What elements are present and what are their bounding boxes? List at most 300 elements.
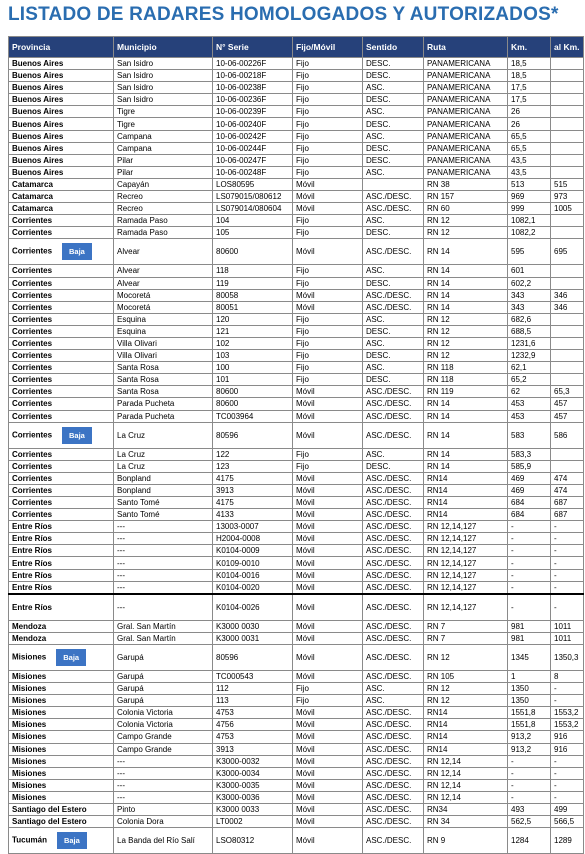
- cell-municipio: Campo Grande: [114, 743, 213, 755]
- cell-al-km: -: [551, 545, 584, 557]
- table-row: [9, 632, 584, 644]
- cell-serie: 80596: [213, 644, 293, 670]
- cell-fijo-movil: Móvil: [293, 203, 363, 215]
- provincia-name: Misiones: [12, 792, 47, 802]
- table-row: [9, 301, 584, 313]
- table-row: [9, 154, 584, 166]
- provincia-name: Misiones: [12, 756, 47, 766]
- cell-sentido: ASC./DESC.: [363, 569, 424, 581]
- cell-serie: 113: [213, 695, 293, 707]
- cell-fijo-movil: Fijo: [293, 325, 363, 337]
- cell-sentido: ASC./DESC.: [363, 719, 424, 731]
- cell-sentido: ASC./DESC.: [363, 509, 424, 521]
- cell-provincia: [9, 779, 114, 791]
- cell-ruta: PANAMERICANA: [424, 166, 508, 178]
- cell-km: 62,1: [508, 362, 551, 374]
- cell-al-km: [551, 166, 584, 178]
- cell-al-km: 973: [551, 191, 584, 203]
- cell-serie: 10-06-00236F: [213, 94, 293, 106]
- cell-km: 26: [508, 118, 551, 130]
- cell-provincia: [9, 632, 114, 644]
- cell-municipio: Bonpland: [114, 472, 213, 484]
- cell-serie: TC000543: [213, 670, 293, 682]
- cell-al-km: [551, 106, 584, 118]
- cell-sentido: ASC./DESC.: [363, 533, 424, 545]
- cell-ruta: RN 14: [424, 410, 508, 422]
- cell-serie: 121: [213, 325, 293, 337]
- cell-sentido: DESC.: [363, 70, 424, 82]
- cell-sentido: ASC.: [363, 695, 424, 707]
- provincia-name: Tucumán: [12, 835, 47, 845]
- cell-fijo-movil: Móvil: [293, 289, 363, 301]
- cell-al-km: -: [551, 581, 584, 594]
- cell-provincia: [9, 828, 114, 854]
- cell-fijo-movil: Fijo: [293, 362, 363, 374]
- cell-al-km: [551, 94, 584, 106]
- provincia-name: Entre Ríos: [12, 570, 53, 580]
- radar-table: [8, 36, 584, 854]
- cell-ruta: RN14: [424, 719, 508, 731]
- baja-badge: Baja: [56, 649, 86, 666]
- cell-municipio: Esquina: [114, 325, 213, 337]
- provincia-name: Corrientes: [12, 461, 53, 471]
- cell-ruta: RN 14: [424, 460, 508, 472]
- cell-km: 43,5: [508, 154, 551, 166]
- cell-provincia: [9, 719, 114, 731]
- cell-provincia: [9, 70, 114, 82]
- table-row: [9, 82, 584, 94]
- cell-km: 595: [508, 239, 551, 265]
- cell-ruta: RN 14: [424, 277, 508, 289]
- cell-fijo-movil: Móvil: [293, 509, 363, 521]
- cell-ruta: RN 14: [424, 448, 508, 460]
- cell-serie: 100: [213, 362, 293, 374]
- cell-fijo-movil: Móvil: [293, 707, 363, 719]
- cell-al-km: [551, 374, 584, 386]
- cell-fijo-movil: Móvil: [293, 632, 363, 644]
- cell-sentido: ASC./DESC.: [363, 791, 424, 803]
- cell-provincia: [9, 191, 114, 203]
- cell-serie: H2004-0008: [213, 533, 293, 545]
- cell-ruta: RN14: [424, 484, 508, 496]
- table-row: [9, 166, 584, 178]
- cell-fijo-movil: Móvil: [293, 644, 363, 670]
- cell-km: 26: [508, 106, 551, 118]
- cell-km: 583,3: [508, 448, 551, 460]
- cell-ruta: RN 12,14,127: [424, 521, 508, 533]
- cell-municipio: ---: [114, 791, 213, 803]
- cell-provincia: [9, 521, 114, 533]
- cell-km: 1231,6: [508, 337, 551, 349]
- cell-al-km: [551, 460, 584, 472]
- cell-al-km: [551, 337, 584, 349]
- cell-provincia: [9, 277, 114, 289]
- cell-al-km: [551, 448, 584, 460]
- cell-km: 684: [508, 509, 551, 521]
- cell-al-km: 474: [551, 484, 584, 496]
- cell-km: 981: [508, 620, 551, 632]
- provincia-name: Corrientes: [12, 326, 53, 336]
- cell-ruta: RN 12: [424, 337, 508, 349]
- cell-fijo-movil: Móvil: [293, 670, 363, 682]
- cell-ruta: RN 12,14,127: [424, 581, 508, 594]
- cell-ruta: PANAMERICANA: [424, 154, 508, 166]
- cell-serie: 4753: [213, 731, 293, 743]
- cell-fijo-movil: Fijo: [293, 448, 363, 460]
- cell-ruta: PANAMERICANA: [424, 106, 508, 118]
- cell-km: 18,5: [508, 70, 551, 82]
- cell-serie: 10-06-00240F: [213, 118, 293, 130]
- cell-al-km: [551, 350, 584, 362]
- cell-km: 1551,8: [508, 719, 551, 731]
- cell-serie: 3913: [213, 743, 293, 755]
- cell-fijo-movil: Móvil: [293, 398, 363, 410]
- table-row: [9, 94, 584, 106]
- table-row: [9, 277, 584, 289]
- cell-ruta: RN 12: [424, 695, 508, 707]
- cell-ruta: RN 38: [424, 178, 508, 190]
- cell-provincia: [9, 289, 114, 301]
- cell-km: 601: [508, 265, 551, 277]
- cell-provincia: [9, 755, 114, 767]
- provincia-name: Buenos Aires: [12, 167, 64, 177]
- cell-sentido: ASC./DESC.: [363, 301, 424, 313]
- cell-serie: K0104-0016: [213, 569, 293, 581]
- cell-ruta: PANAMERICANA: [424, 142, 508, 154]
- cell-ruta: RN14: [424, 743, 508, 755]
- cell-provincia: [9, 215, 114, 227]
- cell-sentido: ASC.: [363, 313, 424, 325]
- cell-serie: 80600: [213, 398, 293, 410]
- cell-fijo-movil: Móvil: [293, 828, 363, 854]
- cell-al-km: 1011: [551, 632, 584, 644]
- cell-fijo-movil: Móvil: [293, 472, 363, 484]
- cell-fijo-movil: Fijo: [293, 695, 363, 707]
- cell-sentido: DESC.: [363, 374, 424, 386]
- cell-km: 684: [508, 497, 551, 509]
- cell-sentido: DESC.: [363, 227, 424, 239]
- provincia-name: Corrientes: [12, 216, 53, 226]
- cell-serie: 80058: [213, 289, 293, 301]
- cell-provincia: [9, 58, 114, 70]
- table-row: [9, 130, 584, 142]
- cell-provincia: [9, 118, 114, 130]
- cell-al-km: 687: [551, 497, 584, 509]
- provincia-name: Buenos Aires: [12, 83, 64, 93]
- table-header-row: [9, 37, 584, 58]
- cell-al-km: 695: [551, 239, 584, 265]
- cell-sentido: ASC./DESC.: [363, 816, 424, 828]
- cell-ruta: RN34: [424, 803, 508, 815]
- cell-ruta: RN 7: [424, 620, 508, 632]
- cell-km: 585,9: [508, 460, 551, 472]
- cell-km: 562,5: [508, 816, 551, 828]
- col-header-fijo-movil: Fijo/Móvil: [293, 37, 363, 58]
- cell-km: -: [508, 755, 551, 767]
- provincia-name: Corrientes: [12, 485, 53, 495]
- col-header-serie: N° Serie: [213, 37, 293, 58]
- cell-serie: 4175: [213, 497, 293, 509]
- cell-municipio: Colonia Dora: [114, 816, 213, 828]
- cell-municipio: Gral. San Martín: [114, 620, 213, 632]
- cell-fijo-movil: Móvil: [293, 767, 363, 779]
- cell-provincia: [9, 410, 114, 422]
- cell-ruta: RN 12,14: [424, 779, 508, 791]
- cell-serie: LS079015/080612: [213, 191, 293, 203]
- table-row: [9, 410, 584, 422]
- cell-municipio: Parada Pucheta: [114, 398, 213, 410]
- provincia-name: Corrientes: [12, 339, 53, 349]
- table-row: [9, 472, 584, 484]
- cell-provincia: [9, 82, 114, 94]
- cell-fijo-movil: Fijo: [293, 337, 363, 349]
- table-body: [9, 58, 584, 854]
- provincia-name: Corrientes: [12, 266, 53, 276]
- cell-km: 1345: [508, 644, 551, 670]
- cell-serie: 10-06-00238F: [213, 82, 293, 94]
- cell-km: 453: [508, 398, 551, 410]
- provincia-name: Corrientes: [12, 449, 53, 459]
- cell-sentido: ASC./DESC.: [363, 644, 424, 670]
- cell-municipio: Alvear: [114, 277, 213, 289]
- cell-municipio: Garupá: [114, 644, 213, 670]
- cell-municipio: La Cruz: [114, 460, 213, 472]
- cell-provincia: [9, 569, 114, 581]
- cell-serie: 80051: [213, 301, 293, 313]
- cell-km: -: [508, 569, 551, 581]
- provincia-name: Misiones: [12, 652, 47, 662]
- table-row: [9, 803, 584, 815]
- cell-ruta: RN14: [424, 509, 508, 521]
- cell-municipio: ---: [114, 545, 213, 557]
- cell-km: 583: [508, 422, 551, 448]
- cell-municipio: Santa Rosa: [114, 374, 213, 386]
- provincia-name: Mendoza: [12, 633, 47, 643]
- cell-fijo-movil: Fijo: [293, 70, 363, 82]
- table-row: [9, 779, 584, 791]
- cell-km: 513: [508, 178, 551, 190]
- cell-serie: 3913: [213, 484, 293, 496]
- cell-serie: K3000 0030: [213, 620, 293, 632]
- cell-ruta: RN 119: [424, 386, 508, 398]
- cell-sentido: DESC.: [363, 118, 424, 130]
- cell-fijo-movil: Fijo: [293, 227, 363, 239]
- cell-provincia: [9, 743, 114, 755]
- cell-serie: 123: [213, 460, 293, 472]
- provincia-name: Buenos Aires: [12, 119, 64, 129]
- table-row: [9, 695, 584, 707]
- cell-municipio: ---: [114, 533, 213, 545]
- provincia-name: Buenos Aires: [12, 107, 64, 117]
- cell-sentido: DESC.: [363, 58, 424, 70]
- cell-km: 17,5: [508, 94, 551, 106]
- cell-serie: K0104-0009: [213, 545, 293, 557]
- cell-provincia: [9, 620, 114, 632]
- provincia-name: Mendoza: [12, 621, 47, 631]
- cell-serie: 122: [213, 448, 293, 460]
- table-row: [9, 337, 584, 349]
- table-row: [9, 265, 584, 277]
- cell-serie: LOS80595: [213, 178, 293, 190]
- cell-ruta: RN 12,14: [424, 791, 508, 803]
- table-row: [9, 497, 584, 509]
- provincia-name: Buenos Aires: [12, 59, 64, 69]
- cell-km: -: [508, 545, 551, 557]
- cell-provincia: [9, 239, 114, 265]
- cell-sentido: ASC.: [363, 683, 424, 695]
- cell-serie: K3000-0035: [213, 779, 293, 791]
- cell-provincia: [9, 313, 114, 325]
- cell-serie: 10-06-00239F: [213, 106, 293, 118]
- cell-ruta: RN 12: [424, 644, 508, 670]
- cell-sentido: ASC./DESC.: [363, 203, 424, 215]
- cell-municipio: Pilar: [114, 154, 213, 166]
- table-row: [9, 289, 584, 301]
- cell-provincia: [9, 816, 114, 828]
- cell-serie: K3000 0031: [213, 632, 293, 644]
- cell-municipio: Santo Tomé: [114, 509, 213, 521]
- table-row: [9, 325, 584, 337]
- cell-al-km: [551, 82, 584, 94]
- table-row: [9, 178, 584, 190]
- cell-serie: 10-06-00218F: [213, 70, 293, 82]
- cell-sentido: ASC.: [363, 106, 424, 118]
- cell-km: 969: [508, 191, 551, 203]
- cell-km: -: [508, 779, 551, 791]
- cell-fijo-movil: Móvil: [293, 239, 363, 265]
- cell-serie: 80596: [213, 422, 293, 448]
- table-row: [9, 460, 584, 472]
- cell-fijo-movil: Móvil: [293, 484, 363, 496]
- provincia-name: Entre Ríos: [12, 522, 53, 532]
- cell-al-km: [551, 142, 584, 154]
- cell-ruta: RN 105: [424, 670, 508, 682]
- cell-fijo-movil: Fijo: [293, 683, 363, 695]
- cell-ruta: RN 12: [424, 227, 508, 239]
- cell-municipio: Ramada Paso: [114, 215, 213, 227]
- cell-sentido: ASC.: [363, 362, 424, 374]
- cell-serie: 10-06-00248F: [213, 166, 293, 178]
- cell-al-km: -: [551, 569, 584, 581]
- cell-municipio: ---: [114, 779, 213, 791]
- provincia-name: Misiones: [12, 696, 47, 706]
- cell-sentido: ASC./DESC.: [363, 289, 424, 301]
- cell-al-km: 1553,2: [551, 707, 584, 719]
- provincia-name: Buenos Aires: [12, 155, 64, 165]
- cell-serie: 4753: [213, 707, 293, 719]
- provincia-name: Entre Ríos: [12, 582, 53, 592]
- col-header-sentido: Sentido: [363, 37, 424, 58]
- table-row: [9, 545, 584, 557]
- cell-km: 913,2: [508, 731, 551, 743]
- cell-serie: 101: [213, 374, 293, 386]
- cell-al-km: 687: [551, 509, 584, 521]
- cell-ruta: RN 34: [424, 816, 508, 828]
- cell-provincia: [9, 337, 114, 349]
- cell-al-km: [551, 130, 584, 142]
- cell-sentido: ASC./DESC.: [363, 484, 424, 496]
- cell-serie: 105: [213, 227, 293, 239]
- cell-km: -: [508, 594, 551, 621]
- cell-sentido: ASC.: [363, 130, 424, 142]
- table-row: [9, 215, 584, 227]
- provincia-name: Corrientes: [12, 399, 53, 409]
- cell-provincia: [9, 398, 114, 410]
- cell-sentido: ASC./DESC.: [363, 594, 424, 621]
- cell-provincia: [9, 154, 114, 166]
- cell-municipio: Campana: [114, 142, 213, 154]
- cell-municipio: La Cruz: [114, 448, 213, 460]
- cell-provincia: [9, 301, 114, 313]
- cell-provincia: [9, 557, 114, 569]
- cell-ruta: RN 12: [424, 313, 508, 325]
- cell-fijo-movil: Móvil: [293, 803, 363, 815]
- cell-provincia: [9, 130, 114, 142]
- cell-sentido: ASC./DESC.: [363, 620, 424, 632]
- table-row: [9, 767, 584, 779]
- table-row: [9, 644, 584, 670]
- table-row: [9, 374, 584, 386]
- cell-provincia: [9, 350, 114, 362]
- baja-badge: Baja: [62, 427, 92, 444]
- cell-ruta: RN 7: [424, 632, 508, 644]
- cell-serie: K0104-0020: [213, 581, 293, 594]
- cell-provincia: [9, 731, 114, 743]
- provincia-name: Corrientes: [12, 473, 53, 483]
- cell-sentido: DESC.: [363, 142, 424, 154]
- cell-serie: 10-06-00247F: [213, 154, 293, 166]
- cell-km: 65,2: [508, 374, 551, 386]
- cell-provincia: [9, 166, 114, 178]
- cell-municipio: ---: [114, 569, 213, 581]
- provincia-name: Corrientes: [12, 247, 53, 257]
- cell-al-km: 566,5: [551, 816, 584, 828]
- table-row: [9, 791, 584, 803]
- cell-provincia: [9, 670, 114, 682]
- cell-ruta: RN 12,14: [424, 767, 508, 779]
- cell-al-km: 65,3: [551, 386, 584, 398]
- cell-provincia: [9, 683, 114, 695]
- table-row: [9, 484, 584, 496]
- cell-municipio: Alvear: [114, 265, 213, 277]
- cell-serie: TC003964: [213, 410, 293, 422]
- cell-sentido: ASC./DESC.: [363, 410, 424, 422]
- cell-fijo-movil: Móvil: [293, 301, 363, 313]
- cell-provincia: [9, 791, 114, 803]
- page-title: LISTADO DE RADARES HOMOLOGADOS Y AUTORIZADOS*: [8, 4, 559, 25]
- table-row: [9, 755, 584, 767]
- cell-fijo-movil: Fijo: [293, 106, 363, 118]
- cell-ruta: RN 12,14,127: [424, 557, 508, 569]
- cell-fijo-movil: Fijo: [293, 265, 363, 277]
- cell-km: 1232,9: [508, 350, 551, 362]
- cell-ruta: RN 12: [424, 350, 508, 362]
- cell-al-km: 457: [551, 410, 584, 422]
- cell-fijo-movil: Móvil: [293, 497, 363, 509]
- table-row: [9, 350, 584, 362]
- cell-sentido: ASC./DESC.: [363, 755, 424, 767]
- cell-municipio: Alvear: [114, 239, 213, 265]
- provincia-name: Corrientes: [12, 411, 53, 421]
- cell-ruta: RN 12: [424, 215, 508, 227]
- provincia-name: Santiago del Estero: [12, 817, 87, 827]
- cell-ruta: RN 12,14: [424, 755, 508, 767]
- cell-municipio: Villa Olivari: [114, 350, 213, 362]
- provincia-name: Misiones: [12, 732, 47, 742]
- cell-provincia: [9, 227, 114, 239]
- cell-fijo-movil: Móvil: [293, 386, 363, 398]
- cell-fijo-movil: Móvil: [293, 816, 363, 828]
